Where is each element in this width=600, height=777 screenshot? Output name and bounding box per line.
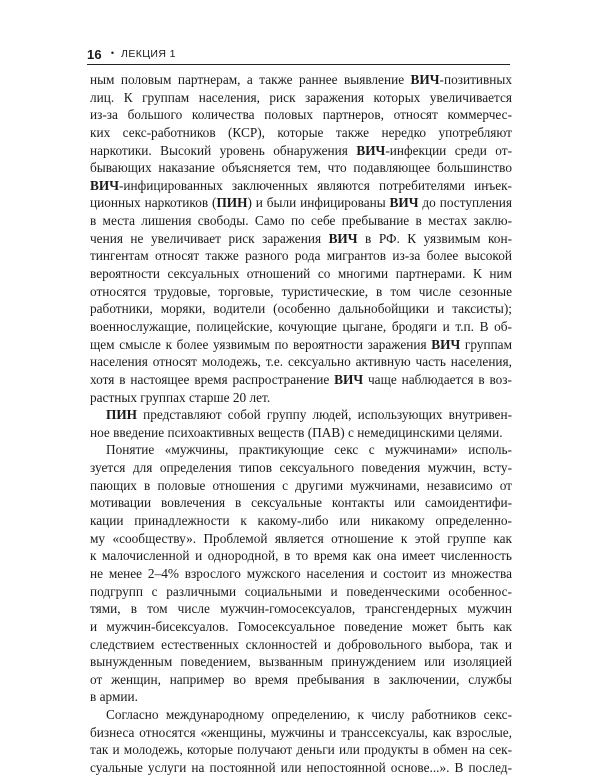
text-line: военнослужащие, полицейские, кочующие цыгане, бродяги и т.п. В об- bbox=[90, 318, 512, 334]
text-line: ВИЧ-инфицированных заключенных являются потребителями инъек- bbox=[90, 177, 512, 193]
text-line: пающих в половые отношения с другими мужчинами, независимо от bbox=[90, 477, 512, 493]
running-header bbox=[87, 44, 510, 64]
paragraph bbox=[90, 706, 512, 777]
text-line: населения относят молодежь, т.е. сексуально активную часть населения, bbox=[90, 354, 512, 370]
page-number: 16 bbox=[87, 46, 102, 62]
text-line: бизнеса относятся «женщины, мужчины и транссексуалы, как взрослые, bbox=[90, 724, 512, 740]
text-line: хотя в настоящее время распространение ВИЧ чаще наблюдается в воз- bbox=[90, 371, 512, 387]
text-line: растных группах старше 20 лет. bbox=[90, 389, 271, 405]
text-line: чения не увеличивает риск заражения ВИЧ в РФ. К уязвимым кон- bbox=[90, 230, 512, 246]
text-line: работники, моряки, водители (особенно дальнобойщики и таксисты); bbox=[90, 301, 512, 317]
paragraph bbox=[90, 71, 512, 406]
text-line: из-за большого количества половых партнеров, относят коммерчес- bbox=[90, 107, 512, 123]
text-line: му «сообществу». Проблемой является отношение к этой группе как bbox=[90, 530, 512, 546]
text-line: к малочисленной и однородной, в то время как она имеет численность bbox=[90, 548, 512, 564]
text-line: вынужденным поведением, вызванным принуждением или изоляцией bbox=[90, 654, 512, 670]
text-line: бывающих наказание объясняется тем, что подавляющее большинство bbox=[90, 160, 512, 176]
paragraph bbox=[90, 406, 512, 441]
header-bullet: • bbox=[110, 48, 115, 58]
text-line: от женщин, например во время пребывания в заключении, службы bbox=[90, 671, 512, 687]
text-line: и мужчин-бисексуалов. Гомосексуальное поведение может быть как bbox=[90, 618, 512, 634]
paragraph bbox=[90, 441, 512, 706]
text-line: вероятности сексуальных отношений со многими партнерами. К ним bbox=[90, 266, 512, 282]
text-line: кации принадлежности к какому-либо или никакому определенно- bbox=[90, 513, 512, 529]
text-line: тями, в том числе мужчин-гомосексуалов, трансгендерных мужчин bbox=[90, 601, 512, 617]
text-line: ких секс-работников (КСР), которые также нередко употребляют bbox=[90, 124, 512, 140]
text-line: наркотики. Высокий уровень обнаружения ВИЧ-инфекции среди от- bbox=[90, 142, 512, 158]
section-title: ЛЕКЦИЯ 1 bbox=[121, 48, 176, 60]
text-line: в армии. bbox=[90, 689, 138, 705]
text-line: Согласно международному определению, к числу работников секс- bbox=[106, 707, 512, 723]
text-line: ное введение психоактивных веществ (ПАВ) с немедицинскими целями. bbox=[90, 424, 503, 440]
text-line: лиц. К группам населения, риск заражения которых увеличивается bbox=[90, 89, 512, 105]
header-rule bbox=[87, 64, 510, 65]
text-line: следствием естественных склонностей и добровольного выбора, так и bbox=[90, 636, 512, 652]
text-line: подгрупп с различными социальными и поведенческими особеннос- bbox=[90, 583, 512, 599]
text-line: мотивации вовлечения в сексуальные контакты или самоидентифи- bbox=[90, 495, 512, 511]
text-line: суальные услуги на постоянной или непостоянной основе...». В послед- bbox=[90, 759, 512, 775]
text-line: щем смысле к более уязвимым по вероятности заражения ВИЧ группам bbox=[90, 336, 513, 352]
text-line: в места лишения свободы. Само по себе пребывание в местах заклю- bbox=[90, 213, 512, 229]
text-line: так и молодежь, которые получают деньги или продукты в обмен на сек- bbox=[90, 742, 512, 758]
text-line: ным половым партнерам, а также раннее выявление ВИЧ-позитивных bbox=[90, 72, 512, 87]
text-line: Понятие «мужчины, практикующие секс с мужчинами» исполь- bbox=[106, 442, 512, 458]
text-line: тингентам относят также разного рода мигрантов из-за более высокой bbox=[90, 248, 512, 264]
text-line: ционных наркотиков (ПИН) и были инфицированы ВИЧ до поступления bbox=[90, 195, 512, 211]
text-line: относятся трудовые, торговые, туристические, в том числе сезонные bbox=[90, 283, 512, 299]
text-line: ПИН представляют собой группу людей, использующих внутривен- bbox=[106, 407, 512, 423]
body-text bbox=[90, 71, 512, 777]
text-line: зуется для определения типов сексуального поведения мужчин, всту- bbox=[90, 460, 512, 476]
text-line: не менее 2–4% взрослого мужского населения и состоит из множества bbox=[90, 565, 512, 581]
